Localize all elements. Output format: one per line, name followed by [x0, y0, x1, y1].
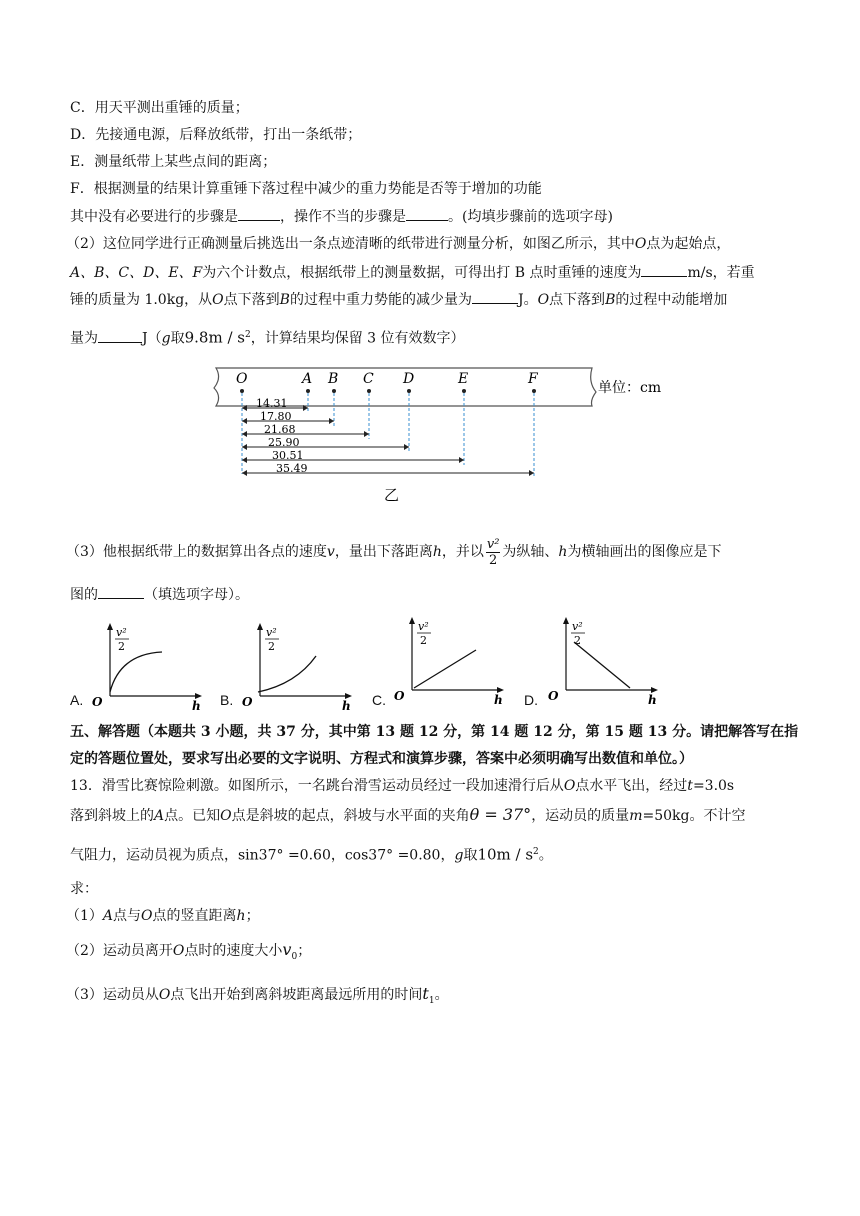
graph-curve — [258, 656, 316, 692]
option-graph — [546, 614, 666, 706]
q3-line-2: 图的 （填选项字母）。 — [70, 584, 249, 605]
y-label-numerator: v² — [418, 620, 429, 633]
tape-dot — [462, 389, 466, 393]
distance-label: 14.31 — [256, 397, 288, 410]
q2-line-2: A、B、C、D、E、F为六个计数点，根据纸带上的测量数据，可得出打 B 点时重锤的速度为 m/s，若重 — [70, 262, 755, 283]
tape-dot — [367, 389, 371, 393]
origin-label: O — [394, 689, 405, 703]
answer-blank[interactable] — [472, 289, 518, 304]
option-graph — [90, 620, 210, 712]
tape-dot — [332, 389, 336, 393]
origin-label: O — [548, 689, 559, 703]
option-label[interactable]: D. — [524, 692, 538, 708]
distance-label: 30.51 — [272, 449, 304, 462]
answer-blank[interactable] — [641, 262, 687, 277]
graph-curve — [110, 652, 162, 692]
tape-dot — [240, 389, 244, 393]
q3-line-1: （3）他根据纸带上的数据算出各点的速度v，量出下落距离h，并以 $\frac{\text{v²}}{2}$ 为纵轴、h为横轴画出的图像应是下 — [66, 536, 722, 568]
step-c: C．用天平测出重锤的质量； — [70, 100, 249, 116]
option-label[interactable]: A. — [70, 692, 84, 708]
origin-label: O — [92, 695, 103, 709]
tape-point-label: D — [403, 371, 415, 387]
y-axis-arrow — [257, 623, 263, 630]
distance-arrow — [404, 444, 409, 450]
y-label-numerator: v² — [116, 626, 127, 639]
q2-line-1: （2）这位同学进行正确测量后挑选出一条点迹清晰的纸带进行测量分析，如图乙所示，其中O点为起始点， — [66, 236, 731, 252]
distance-arrow — [364, 431, 369, 437]
sub-question-2: （2）运动员离开O点时的速度大小$v_0$； — [66, 940, 312, 962]
y-label-denominator: 2 — [420, 634, 427, 647]
distance-arrow — [329, 418, 334, 424]
y-label-numerator: v² — [572, 620, 583, 633]
distance-arrow — [529, 470, 534, 476]
y-axis-arrow — [563, 617, 569, 624]
distance-arrow — [242, 444, 247, 450]
tape-dot — [306, 389, 310, 393]
tape-point-label: F — [528, 371, 538, 387]
option-label[interactable]: C. — [372, 692, 386, 708]
y-label-numerator: v² — [266, 626, 277, 639]
distance-arrow — [459, 457, 464, 463]
x-label: h — [342, 699, 351, 713]
sub-question-1: （1）A点与O点的竖直距离h； — [66, 908, 260, 924]
tape-point-label: B — [328, 371, 339, 387]
x-label: h — [494, 693, 503, 707]
distance-label: 35.49 — [276, 462, 308, 475]
paper-tape-figure — [212, 364, 662, 504]
step-d: D．先接通电源，后释放纸带，打出一条纸带； — [70, 127, 362, 143]
q1-line: 其中没有必要进行的步骤是 ，操作不当的步骤是 。(均填步骤前的选项字母) — [70, 206, 613, 227]
tape-point-label: O — [236, 371, 248, 387]
answer-blank[interactable] — [98, 328, 142, 343]
distance-label: 21.68 — [264, 423, 296, 436]
y-label-denominator: 2 — [574, 634, 581, 647]
option-graph — [392, 614, 512, 706]
q2-line-3: 锤的质量为 1.0kg，从O点下落到B的过程中重力势能的减少量为 J。O点下落到B的过程中动能增加 — [70, 289, 727, 310]
answer-blank[interactable] — [98, 584, 144, 599]
tape-unit-label: 单位：cm — [598, 380, 662, 396]
fraction-v2-over-2: $\frac{\text{v²}}{2}$ — [486, 536, 500, 568]
q2-line-4: 量为 J（g取$9.8m / s^2$，计算结果均保留 3 位有效数字） — [70, 328, 465, 347]
x-label: h — [192, 699, 201, 713]
figure-caption: 乙 — [384, 486, 400, 504]
distance-arrow — [242, 470, 247, 476]
problem-13-line-2: 落到斜坡上的A点。已知O点是斜坡的起点，斜坡与水平面的夹角θ = 37°，运动员的质量m=50kg。不计空 — [70, 805, 746, 824]
step-e: E．测量纸带上某些点间的距离； — [70, 154, 277, 170]
origin-label: O — [242, 695, 253, 709]
tape-point-label: E — [458, 371, 469, 387]
x-label: h — [648, 693, 657, 707]
option-label[interactable]: B. — [220, 692, 234, 708]
problem-13-line-3: 气阻力，运动员视为质点，sin37° =0.60，cos37° =0.80，g取$10m / s^2$。 — [70, 845, 553, 864]
distance-arrow — [242, 457, 247, 463]
section-5-heading-1: 五、解答题（本题共 3 小题，共 37 分，其中第 13 题 12 分，第 14 题 12 分，第 15 题 13 分。请把解答写在指 — [70, 724, 799, 740]
y-label-denominator: 2 — [118, 640, 125, 653]
graph-curve — [574, 642, 630, 688]
y-label-denominator: 2 — [268, 640, 275, 653]
distance-arrow — [242, 418, 247, 424]
tape-dot — [532, 389, 536, 393]
graph-curve — [414, 650, 476, 688]
answer-blank[interactable] — [406, 206, 448, 221]
tape-dot — [407, 389, 411, 393]
step-f: F．根据测量的结果计算重锤下落过程中减少的重力势能是否等于增加的功能 — [70, 181, 542, 197]
problem-13-line-1: 13．滑雪比赛惊险刺激。如图所示，一名跳台滑雪运动员经过一段加速滑行后从O点水平飞出，经过t=3.0s — [70, 778, 735, 794]
qiu-label: 求： — [70, 881, 98, 897]
tape-point-label: C — [363, 371, 374, 387]
distance-label: 17.80 — [260, 410, 292, 423]
y-axis-arrow — [107, 623, 113, 630]
distance-arrow — [242, 431, 247, 437]
sub-question-3: （3）运动员从O点飞出开始到离斜坡距离最远所用的时间$t_1$。 — [66, 984, 449, 1006]
tape-point-label: A — [302, 371, 313, 387]
distance-label: 25.90 — [268, 436, 300, 449]
option-graph — [240, 620, 360, 712]
section-5-heading-2: 定的答题位置处，要求写出必要的文字说明、方程式和演算步骤，答案中必须明确写出数值和单位。） — [70, 751, 693, 767]
answer-blank[interactable] — [238, 206, 280, 221]
y-axis-arrow — [409, 617, 415, 624]
